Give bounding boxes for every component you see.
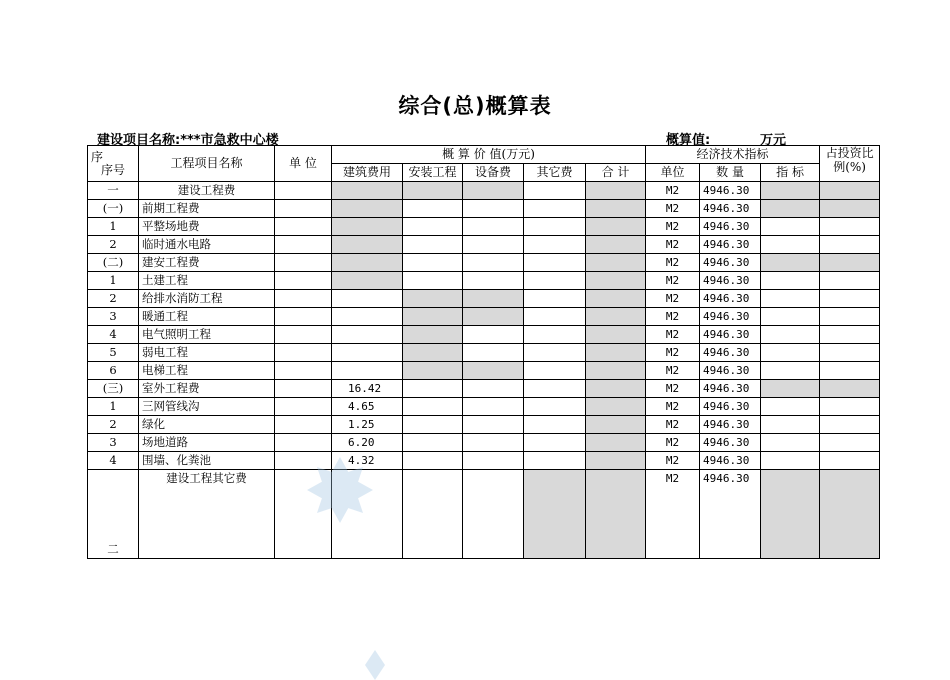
row-econ-unit: M2 xyxy=(646,272,700,290)
header-estimate-group: 概 算 价 值(万元) xyxy=(332,146,646,164)
row-indicator xyxy=(761,182,820,200)
row-other xyxy=(524,452,586,470)
row-total xyxy=(586,218,646,236)
row-econ-unit: M2 xyxy=(646,182,700,200)
watermark-logo-icon xyxy=(305,455,375,525)
row-construction xyxy=(332,236,403,254)
row-seq: 3 xyxy=(88,434,139,452)
header-other: 其它费 xyxy=(524,164,586,182)
row-other xyxy=(524,434,586,452)
row-item-name: 前期工程费 xyxy=(139,200,275,218)
table-row-other-costs xyxy=(88,470,880,559)
row-item-name: 平整场地费 xyxy=(139,218,275,236)
row-total xyxy=(586,398,646,416)
row-unit xyxy=(275,416,332,434)
row-item-name: 土建工程 xyxy=(139,272,275,290)
row-quantity: 4946.30 xyxy=(700,398,761,416)
row-invest-ratio xyxy=(820,344,880,362)
row-other xyxy=(524,362,586,380)
row-total xyxy=(586,416,646,434)
row-equipment xyxy=(463,416,524,434)
row-unit xyxy=(275,236,332,254)
row-construction xyxy=(332,272,403,290)
row-indicator xyxy=(761,434,820,452)
row-invest-ratio xyxy=(820,290,880,308)
row-total xyxy=(586,452,646,470)
row-indicator xyxy=(761,308,820,326)
row-item-name: 建设工程其它费 xyxy=(139,470,275,559)
row-econ-unit: M2 xyxy=(646,362,700,380)
row-installation xyxy=(403,344,463,362)
table-row xyxy=(88,236,880,254)
row-construction xyxy=(332,200,403,218)
row-quantity: 4946.30 xyxy=(700,290,761,308)
row-installation xyxy=(403,218,463,236)
table-row xyxy=(88,452,880,470)
header-total: 合 计 xyxy=(586,164,646,182)
row-total xyxy=(586,326,646,344)
row-seq: 2 xyxy=(88,416,139,434)
row-quantity: 4946.30 xyxy=(700,416,761,434)
row-total xyxy=(586,182,646,200)
row-econ-unit: M2 xyxy=(646,434,700,452)
row-item-name: 电梯工程 xyxy=(139,362,275,380)
row-invest-ratio xyxy=(820,470,880,559)
row-equipment xyxy=(463,218,524,236)
table-row xyxy=(88,434,880,452)
row-indicator xyxy=(761,344,820,362)
row-construction xyxy=(332,344,403,362)
row-other xyxy=(524,326,586,344)
row-indicator xyxy=(761,254,820,272)
row-invest-ratio xyxy=(820,362,880,380)
row-equipment xyxy=(463,326,524,344)
header-seq-label: 序号 xyxy=(100,162,125,177)
row-invest-ratio xyxy=(820,326,880,344)
estimate-unit: 万元 xyxy=(760,133,787,148)
row-other xyxy=(524,398,586,416)
row-total xyxy=(586,290,646,308)
row-indicator xyxy=(761,200,820,218)
table-row xyxy=(88,398,880,416)
row-item-name: 室外工程费 xyxy=(139,380,275,398)
row-installation xyxy=(403,470,463,559)
row-quantity: 4946.30 xyxy=(700,308,761,326)
row-unit xyxy=(275,344,332,362)
row-equipment xyxy=(463,290,524,308)
table-row xyxy=(88,344,880,362)
row-unit xyxy=(275,290,332,308)
row-installation xyxy=(403,362,463,380)
row-quantity: 4946.30 xyxy=(700,218,761,236)
row-equipment xyxy=(463,182,524,200)
row-other xyxy=(524,200,586,218)
row-item-name: 围墙、化粪池 xyxy=(139,452,275,470)
header-equipment: 设备费 xyxy=(463,164,524,182)
row-equipment xyxy=(463,308,524,326)
row-invest-ratio xyxy=(820,254,880,272)
row-unit xyxy=(275,326,332,344)
header-quantity: 数 量 xyxy=(700,164,761,182)
row-equipment xyxy=(463,254,524,272)
row-equipment xyxy=(463,272,524,290)
row-installation xyxy=(403,416,463,434)
row-unit xyxy=(275,254,332,272)
row-quantity: 4946.30 xyxy=(700,200,761,218)
row-item-name: 临时通水电路 xyxy=(139,236,275,254)
row-unit xyxy=(275,218,332,236)
row-equipment xyxy=(463,380,524,398)
row-econ-unit: M2 xyxy=(646,308,700,326)
row-total xyxy=(586,434,646,452)
row-quantity: 4946.30 xyxy=(700,452,761,470)
row-indicator xyxy=(761,326,820,344)
row-econ-unit: M2 xyxy=(646,236,700,254)
row-installation xyxy=(403,290,463,308)
row-construction xyxy=(332,218,403,236)
row-seq: 3 xyxy=(88,308,139,326)
row-construction: 6.20 xyxy=(332,434,403,452)
row-seq: 一 xyxy=(88,182,139,200)
row-equipment xyxy=(463,200,524,218)
table-row xyxy=(88,290,880,308)
row-econ-unit: M2 xyxy=(646,200,700,218)
row-indicator xyxy=(761,290,820,308)
row-seq: 1 xyxy=(88,218,139,236)
table-row xyxy=(88,362,880,380)
row-unit xyxy=(275,272,332,290)
row-installation xyxy=(403,182,463,200)
header-econ-group: 经济技术指标 xyxy=(646,146,820,164)
row-econ-unit: M2 xyxy=(646,470,700,559)
row-item-name: 电气照明工程 xyxy=(139,326,275,344)
row-invest-ratio xyxy=(820,236,880,254)
row-quantity: 4946.30 xyxy=(700,182,761,200)
row-indicator xyxy=(761,380,820,398)
row-other xyxy=(524,236,586,254)
row-quantity: 4946.30 xyxy=(700,272,761,290)
row-unit xyxy=(275,200,332,218)
row-total xyxy=(586,470,646,559)
row-quantity: 4946.30 xyxy=(700,344,761,362)
row-quantity: 4946.30 xyxy=(700,362,761,380)
table-row xyxy=(88,218,880,236)
row-seq: 5 xyxy=(88,344,139,362)
row-seq: 1 xyxy=(88,398,139,416)
row-total xyxy=(586,344,646,362)
row-quantity: 4946.30 xyxy=(700,434,761,452)
row-indicator xyxy=(761,398,820,416)
row-seq: 4 xyxy=(88,452,139,470)
row-quantity: 4946.30 xyxy=(700,254,761,272)
row-indicator xyxy=(761,416,820,434)
row-indicator xyxy=(761,452,820,470)
row-unit xyxy=(275,434,332,452)
row-total xyxy=(586,272,646,290)
row-seq: 二 xyxy=(88,470,139,559)
row-quantity: 4946.30 xyxy=(700,380,761,398)
row-construction: 4.65 xyxy=(332,398,403,416)
row-seq: 2 xyxy=(88,290,139,308)
header-row-1 xyxy=(88,146,880,164)
row-item-name: 绿化 xyxy=(139,416,275,434)
row-invest-ratio xyxy=(820,272,880,290)
header-construction: 建筑费用 xyxy=(332,164,403,182)
row-econ-unit: M2 xyxy=(646,326,700,344)
watermark-logo-icon-2 xyxy=(350,650,400,680)
header-econ-unit: 单位 xyxy=(646,164,700,182)
row-quantity: 4946.30 xyxy=(700,470,761,559)
header-item-name: 工程项目名称 xyxy=(139,146,275,182)
row-equipment xyxy=(463,470,524,559)
row-econ-unit: M2 xyxy=(646,452,700,470)
header-unit: 单 位 xyxy=(275,146,332,182)
row-item-name: 弱电工程 xyxy=(139,344,275,362)
row-construction: 16.42 xyxy=(332,380,403,398)
table-row xyxy=(88,308,880,326)
row-item-name: 场地道路 xyxy=(139,434,275,452)
row-construction xyxy=(332,182,403,200)
row-installation xyxy=(403,380,463,398)
row-item-name: 建安工程费 xyxy=(139,254,275,272)
header-invest-ratio: 占投资比例(%) xyxy=(820,146,880,182)
row-invest-ratio xyxy=(820,416,880,434)
row-installation xyxy=(403,308,463,326)
row-invest-ratio xyxy=(820,434,880,452)
estimate-table xyxy=(87,145,880,559)
row-other xyxy=(524,416,586,434)
row-total xyxy=(586,254,646,272)
row-construction xyxy=(332,290,403,308)
row-unit xyxy=(275,380,332,398)
row-seq: (二) xyxy=(88,254,139,272)
row-equipment xyxy=(463,398,524,416)
row-item-name: 暖通工程 xyxy=(139,308,275,326)
row-unit xyxy=(275,308,332,326)
row-econ-unit: M2 xyxy=(646,218,700,236)
row-installation xyxy=(403,200,463,218)
row-equipment xyxy=(463,236,524,254)
table-row xyxy=(88,416,880,434)
row-other xyxy=(524,380,586,398)
table-row xyxy=(88,254,880,272)
row-equipment xyxy=(463,452,524,470)
row-seq: 2 xyxy=(88,236,139,254)
row-installation xyxy=(403,434,463,452)
row-invest-ratio xyxy=(820,452,880,470)
row-equipment xyxy=(463,362,524,380)
table-row xyxy=(88,326,880,344)
table-row xyxy=(88,380,880,398)
row-installation xyxy=(403,452,463,470)
row-econ-unit: M2 xyxy=(646,380,700,398)
row-invest-ratio xyxy=(820,308,880,326)
table-row xyxy=(88,182,880,200)
row-seq: 6 xyxy=(88,362,139,380)
row-total xyxy=(586,362,646,380)
row-quantity: 4946.30 xyxy=(700,326,761,344)
row-construction: 1.25 xyxy=(332,416,403,434)
row-seq: (三) xyxy=(88,380,139,398)
row-indicator xyxy=(761,470,820,559)
row-installation xyxy=(403,272,463,290)
row-econ-unit: M2 xyxy=(646,344,700,362)
header-seq xyxy=(88,146,139,182)
row-total xyxy=(586,380,646,398)
row-other xyxy=(524,272,586,290)
table-row xyxy=(88,200,880,218)
row-other xyxy=(524,218,586,236)
row-invest-ratio xyxy=(820,200,880,218)
row-invest-ratio xyxy=(820,218,880,236)
row-installation xyxy=(403,254,463,272)
page-title: 综合(总)概算表 xyxy=(398,94,552,118)
row-construction xyxy=(332,362,403,380)
row-quantity: 4946.30 xyxy=(700,236,761,254)
row-equipment xyxy=(463,344,524,362)
row-other xyxy=(524,254,586,272)
row-other xyxy=(524,308,586,326)
row-installation xyxy=(403,326,463,344)
row-other xyxy=(524,470,586,559)
row-construction: 4.32 xyxy=(332,452,403,470)
row-item-name: 给排水消防工程 xyxy=(139,290,275,308)
row-installation xyxy=(403,236,463,254)
project-name: 建设项目名称:***市急救中心楼 xyxy=(97,133,279,148)
header-indicator: 指 标 xyxy=(761,164,820,182)
row-seq: 4 xyxy=(88,326,139,344)
row-unit xyxy=(275,182,332,200)
row-econ-unit: M2 xyxy=(646,416,700,434)
row-installation xyxy=(403,398,463,416)
row-item-name: 三网管线沟 xyxy=(139,398,275,416)
estimate-label: 概算值: xyxy=(666,133,711,148)
row-invest-ratio xyxy=(820,398,880,416)
row-indicator xyxy=(761,362,820,380)
table-row xyxy=(88,272,880,290)
row-construction xyxy=(332,326,403,344)
header-seq-top: 序 xyxy=(91,149,104,164)
row-other xyxy=(524,344,586,362)
row-econ-unit: M2 xyxy=(646,290,700,308)
row-equipment xyxy=(463,434,524,452)
row-unit xyxy=(275,362,332,380)
row-invest-ratio xyxy=(820,380,880,398)
row-total xyxy=(586,200,646,218)
row-item-name: 建设工程费 xyxy=(139,182,275,200)
header-installation: 安装工程 xyxy=(403,164,463,182)
row-other xyxy=(524,182,586,200)
row-unit xyxy=(275,398,332,416)
row-construction xyxy=(332,254,403,272)
row-total xyxy=(586,236,646,254)
row-indicator xyxy=(761,236,820,254)
row-total xyxy=(586,308,646,326)
row-invest-ratio xyxy=(820,182,880,200)
row-econ-unit: M2 xyxy=(646,398,700,416)
row-seq: 1 xyxy=(88,272,139,290)
row-indicator xyxy=(761,218,820,236)
row-indicator xyxy=(761,272,820,290)
row-seq: (一) xyxy=(88,200,139,218)
row-construction xyxy=(332,308,403,326)
row-other xyxy=(524,290,586,308)
row-econ-unit: M2 xyxy=(646,254,700,272)
